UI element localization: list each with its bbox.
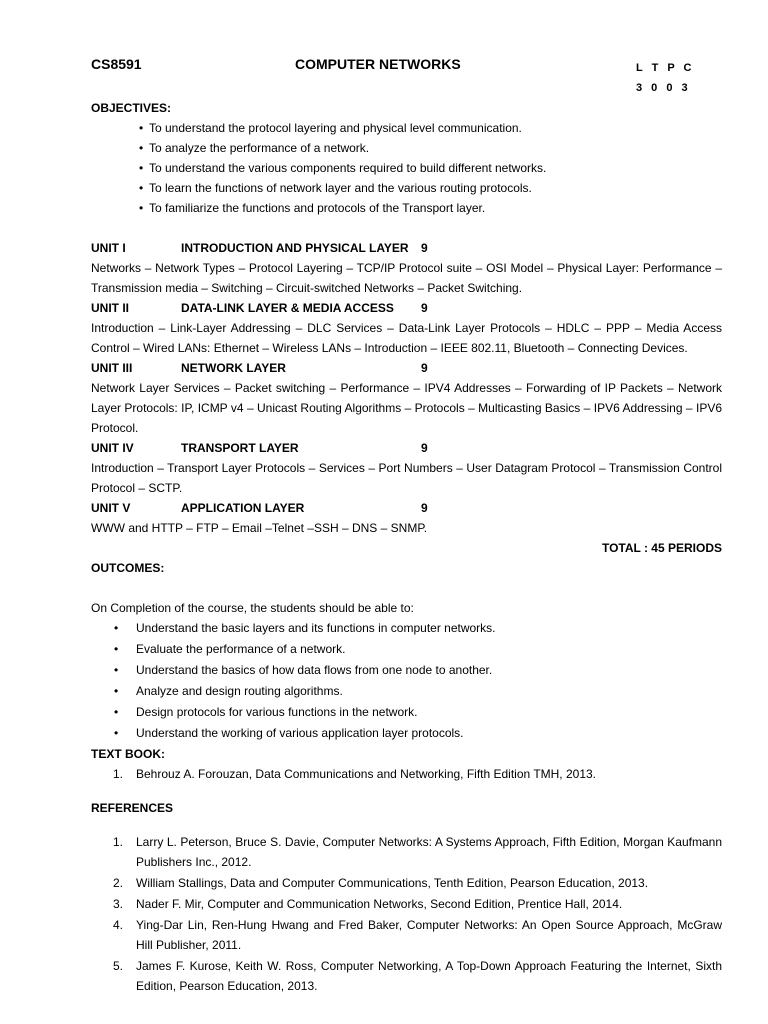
item-text: Ying-Dar Lin, Ren-Hung Hwang and Fred Baker, Computer Networks: An Open Source Approach, McGraw Hill Publisher, 2011. [136,918,722,952]
item-number: 1. [113,835,124,849]
unit-hours: 9 [421,241,428,255]
unit-heading [91,358,722,378]
outcome-item: • Evaluate the performance of a network. [91,639,722,660]
objective-item: • To analyze the performance of a network. [139,138,722,158]
reference-item [91,873,722,893]
total-periods: TOTAL : 45 PERIODS [601,541,722,555]
outcomes-heading: OUTCOMES: [91,561,165,575]
unit-title: DATA-LINK LAYER & MEDIA ACCESS [181,301,394,315]
textbook-list [91,764,722,784]
objective-item: • To learn the functions of network layer and the various routing protocols. [139,178,722,198]
spacer [91,784,722,798]
unit-hours: 9 [421,501,428,515]
unit-number: UNIT IV [91,441,134,455]
outcome-item: • Analyze and design routing algorithms. [91,681,722,702]
spacer [91,818,722,832]
unit-number: UNIT V [91,501,131,515]
unit-content: Introduction – Transport Layer Protocols – Services – Port Numbers – User Datagram Protocol – Transmission Control Protocol – SCTP. [91,461,722,495]
spacer [91,578,722,598]
unit-number: UNIT I [91,241,126,255]
item-number: 5. [113,959,124,973]
outcome-item: • Understand the working of various application layer protocols. [91,723,722,744]
unit-hours: 9 [421,361,428,375]
ltpc-label: L T P C [636,62,695,74]
textbook-heading: TEXT BOOK: [91,747,165,761]
unit-content: Networks – Network Types – Protocol Layering – TCP/IP Protocol suite – OSI Model – Physical Layer: Performance – Transmission media – Switching – Circuit-switched Networks – Packet Switching. [91,261,722,295]
course-title: COMPUTER NETWORKS [295,56,461,72]
references-list [91,832,722,996]
item-text: Behrouz A. Forouzan, Data Communications and Networking, Fifth Edition TMH, 2013. [136,767,597,781]
unit-hours: 9 [421,301,428,315]
objectives-list [91,118,722,218]
item-number: 4. [113,918,124,932]
objectives-heading: OBJECTIVES: [91,101,172,115]
unit-heading [91,298,722,318]
unit-title: NETWORK LAYER [181,361,286,375]
outcomes-intro: On Completion of the course, the students should be able to: [91,601,414,615]
objective-item: • To familiarize the functions and protocols of the Transport layer. [139,198,722,218]
reference-item [91,956,722,996]
ltpc-values: 3 0 0 3 [636,82,691,94]
references-heading: REFERENCES [91,801,174,815]
item-number: 1. [113,767,124,781]
item-text: William Stallings, Data and Computer Communications, Tenth Edition, Pearson Education, 2013. [136,876,649,890]
ltpc-block [636,58,695,98]
reference-item [91,832,722,872]
unit-title: TRANSPORT LAYER [181,441,299,455]
course-code: CS8591 [91,56,142,72]
unit-title: APPLICATION LAYER [181,501,305,515]
objective-item: • To understand the protocol layering and physical level communication. [139,118,722,138]
unit-content: WWW and HTTP – FTP – Email –Telnet –SSH – DNS – SNMP. [91,521,428,535]
outcome-item: • Understand the basics of how data flows from one node to another. [91,660,722,681]
reference-item [91,894,722,914]
unit-number: UNIT II [91,301,129,315]
textbook-item [91,764,722,784]
unit-heading [91,498,722,518]
objective-item: • To understand the various components required to build different networks. [139,158,722,178]
outcome-item: • Design protocols for various functions in the network. [91,702,722,723]
item-text: James F. Kurose, Keith W. Ross, Computer Networking, A Top-Down Approach Featuring the Internet, Sixth Edition, Pearson Education, 2013. [136,959,722,993]
outcomes-list [91,618,722,744]
reference-item [91,915,722,955]
item-text: Nader F. Mir, Computer and Communication Networks, Second Edition, Prentice Hall, 2014. [136,897,623,911]
unit-heading [91,438,722,458]
unit-content: Network Layer Services – Packet switching – Performance – IPV4 Addresses – Forwarding of IP Packets – Network Layer Protocols: IP, ICMP v4 – Unicast Routing Algorithms – Protocols – Multicasting Basics – IPV6 Addressing – IPV6 Protocol. [91,381,722,435]
item-number: 2. [113,876,124,890]
unit-number: UNIT III [91,361,133,375]
unit-heading [91,238,722,258]
unit-hours: 9 [421,441,428,455]
unit-content: Introduction – Link-Layer Addressing – DLC Services – Data-Link Layer Protocols – HDLC – PPP – Media Access Control – Wired LANs: Ethernet – Wireless LANs – Introduction – IEEE 802.11, Bluetooth – Connecting Devices. [91,321,722,355]
item-number: 3. [113,897,124,911]
item-text: Larry L. Peterson, Bruce S. Davie, Computer Networks: A Systems Approach, Fifth Edition, Morgan Kaufmann Publishers Inc., 2012. [136,835,722,869]
outcome-item: • Understand the basic layers and its functions in computer networks. [91,618,722,639]
spacer [91,218,722,238]
unit-title: INTRODUCTION AND PHYSICAL LAYER [181,241,409,255]
syllabus-content [91,98,722,997]
page-header [91,56,722,96]
